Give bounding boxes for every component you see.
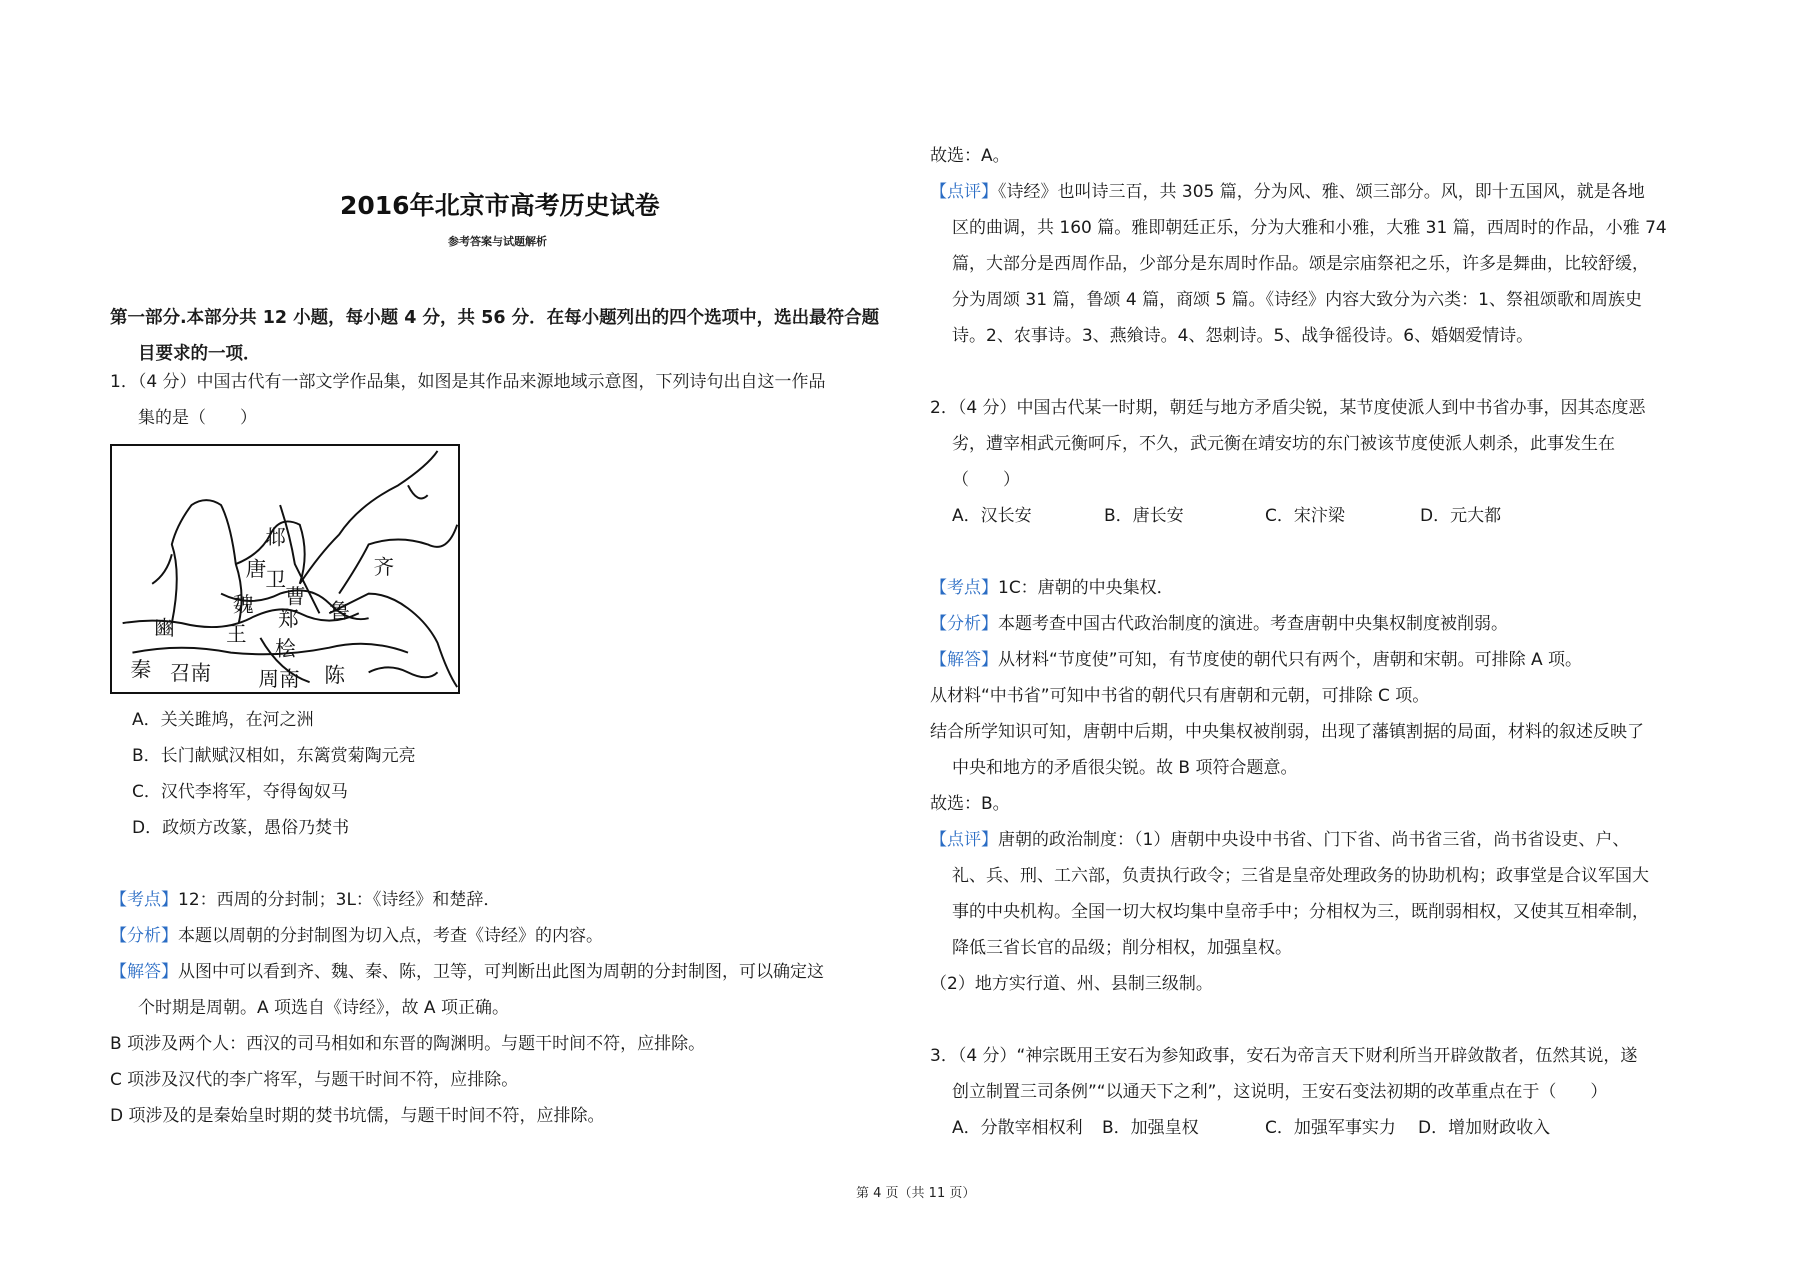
q2-dianping [930, 822, 1629, 858]
q2-option-c: C．宋汴梁 [1265, 506, 1345, 526]
q2-kaodian [930, 570, 1174, 606]
q1-jieda-tag: 【解答】 [110, 962, 178, 982]
q2-dianping-line2: 礼、兵、刑、工六部，负责执行政令；三省是皇帝处理政务的协助机构；政事堂是合议军国大 [952, 866, 1649, 886]
q2-jieda-text: 从材料“节度使”可知，有节度使的朝代只有两个，唐朝和宋朝。可排除 A 项。 [998, 650, 1583, 670]
q1-answer: 故选：A。 [930, 146, 1010, 166]
map-label-bin: 豳 [154, 615, 175, 640]
map-labels [131, 525, 395, 691]
q1-kaodian-text: 12：西周的分封制；3L：《诗经》和楚辞． [178, 890, 501, 910]
q3-stem-line1: 3．（4 分）“神宗既用王安石为参知政事，安石为帝言天下财利所当开辟敛散者，伍然其说，遂 [930, 1046, 1638, 1066]
q1-dianping-tag: 【点评】 [930, 182, 998, 202]
q3-option-c: C．加强军事实力 [1265, 1118, 1396, 1138]
q2-fenxi [930, 606, 1508, 642]
map-figure [112, 446, 458, 692]
map-label-shaonan: 召南 [169, 661, 212, 686]
map-label-wei-state: 卫 [265, 567, 286, 592]
map-label-wei: 魏 [232, 592, 254, 617]
q1-dianping-line2: 区的曲调，共 160 篇。雅即朝廷正乐，分为大雅和小雅，大雅 31 篇，西周时的作品，小雅 74 [952, 218, 1667, 238]
q1-option-c: C．汉代李将军，夺得匈奴马 [132, 782, 348, 802]
q3-option-b: B．加强皇权 [1102, 1118, 1199, 1138]
map-label-lu: 鲁 [329, 599, 350, 624]
q1-option-b: B．长门献赋汉相如，东篱赏菊陶元亮 [132, 746, 416, 766]
q1-fenxi-tag: 【分析】 [110, 926, 178, 946]
map-label-chen: 陈 [324, 663, 346, 688]
q2-dianping-line5: （2）地方实行道、州、县制三级制。 [930, 974, 1213, 994]
q2-option-a: A．汉长安 [952, 506, 1032, 526]
q1-kaodian-tag: 【考点】 [110, 890, 178, 910]
map-label-zhounan: 周南 [258, 667, 300, 692]
zhou-fiefdom-map [110, 444, 460, 694]
q1-dianping-line1: 《诗经》也叫诗三百，共 305 篇，分为风、雅、颂三部分。风，即十五国风，就是各地 [998, 182, 1645, 202]
map-label-qin: 秦 [130, 657, 152, 682]
q1-stem-line2: 集的是（ ） [138, 408, 257, 428]
q1-dianping-line5: 诗。2、农事诗。3、燕飨诗。4、怨刺诗。5、战争徭役诗。6、婚姻爱情诗。 [952, 326, 1534, 346]
q1-dianping-line4: 分为周颂 31 篇，鲁颂 4 篇，商颂 5 篇。《诗经》内容大致分为六类：1、祭祖颂歌和周族史 [952, 290, 1643, 310]
q2-stem-line3: （ ） [952, 470, 1020, 490]
q1-dianping-line3: 篇，大部分是西周作品，少部分是东周时作品。颂是宗庙祭祀之乐，许多是舞曲，比较舒缓， [952, 254, 1649, 274]
q2-dianping-line3: 事的中央机构。全国一切大权均集中皇帝手中；分相权为三，既削弱相权，又使其互相牵制， [952, 902, 1649, 922]
q2-jieda-tag: 【解答】 [930, 650, 998, 670]
q1-d-line: D 项涉及的是秦始皇时期的焚书坑儒，与题干时间不符，应排除。 [110, 1106, 605, 1126]
map-label-zheng: 郑 [278, 607, 299, 632]
q2-jieda [930, 642, 1582, 678]
q1-fenxi [110, 918, 603, 954]
q1-option-d: D．政烦方改篆，愚俗乃焚书 [132, 818, 350, 838]
q2-line3a: 结合所学知识可知，唐朝中后期，中央集权被削弱，出现了藩镇割据的局面，材料的叙述反映了 [930, 722, 1644, 742]
q1-kaodian [110, 882, 500, 918]
q2-line2: 从材料“中书省”可知中书省的朝代只有唐朝和元朝，可排除 C 项。 [930, 686, 1430, 706]
q2-fenxi-tag: 【分析】 [930, 614, 998, 634]
q2-dianping-tag: 【点评】 [930, 830, 998, 850]
q2-stem-line1: 2．（4 分）中国古代某一时期，朝廷与地方矛盾尖锐，某节度使派人到中书省办事，因其态度恶 [930, 398, 1646, 418]
map-label-qi: 齐 [373, 554, 395, 579]
q3-stem-line2: 创立制置三司条例”“以通天下之利”，这说明，王安石变法初期的改革重点在于（ ） [952, 1082, 1608, 1102]
q2-fenxi-text: 本题考查中国古代政治制度的演进。考查唐朝中央集权制度被削弱。 [998, 614, 1508, 634]
q1-fenxi-text: 本题以周朝的分封制图为切入点，考查《诗经》的内容。 [178, 926, 603, 946]
q2-kaodian-text: 1C：唐朝的中央集权． [998, 578, 1174, 598]
q1-c-line: C 项涉及汉代的李广将军，与题干时间不符，应排除。 [110, 1070, 519, 1090]
q2-option-b: B．唐长安 [1104, 506, 1184, 526]
page-footer: 第 4 页（共 11 页） [856, 1186, 976, 1201]
q2-dianping-line1: 唐朝的政治制度：（1）唐朝中央设中书省、门下省、尚书省三省，尚书省设吏、户、 [998, 830, 1630, 850]
q1-stem-line1: 1．（4 分）中国古代有一部文学作品集，如图是其作品来源地域示意图，下列诗句出自这一作品 [110, 372, 826, 392]
q2-answer: 故选：B。 [930, 794, 1010, 814]
map-label-tang: 唐 [245, 556, 267, 581]
q2-option-d: D．元大都 [1420, 506, 1502, 526]
q1-jieda-text1: 从图中可以看到齐、魏、秦、陈，卫等，可判断出此图为周朝的分封制图，可以确定这 [178, 962, 824, 982]
q1-dianping [930, 174, 1645, 210]
page-title: 2016年北京市高考历史试卷 [340, 191, 660, 220]
q2-dianping-line4: 降低三省长官的品级；削分相权，加强皇权。 [952, 938, 1292, 958]
q3-option-a: A．分散宰相权利 [952, 1118, 1083, 1138]
q1-option-a: A．关关雎鸠，在河之洲 [132, 710, 314, 730]
section-heading [110, 300, 910, 372]
map-label-gui: 桧 [275, 636, 296, 661]
map-label-cao: 曹 [285, 584, 306, 609]
q2-stem-line2: 劣，遭宰相武元衡呵斥，不久，武元衡在靖安坊的东门被该节度使派人刺杀，此事发生在 [952, 434, 1615, 454]
q1-jieda-line2: 个时期是周朝。A 项选自《诗经》，故 A 项正确。 [138, 998, 509, 1018]
section-heading-line1: 第一部分.本部分共 12 小题，每小题 4 分，共 56 分．在每小题列出的四个选项中，选出最符合题 [110, 308, 880, 328]
q3-option-d: D．增加财政收入 [1418, 1118, 1551, 1138]
map-label-wang: 王 [225, 621, 247, 646]
q1-jieda [110, 954, 824, 990]
q2-kaodian-tag: 【考点】 [930, 578, 998, 598]
q1-b-line: B 项涉及两个人：西汉的司马相如和东晋的陶渊明。与题干时间不符，应排除。 [110, 1034, 706, 1054]
map-label-bei: 邶 [265, 525, 286, 550]
page-subtitle: 参考答案与试题解析 [448, 235, 547, 248]
section-heading-line2: 目要求的一项． [138, 344, 261, 364]
q2-line3b: 中央和地方的矛盾很尖锐。故 B 项符合题意。 [952, 758, 1298, 778]
